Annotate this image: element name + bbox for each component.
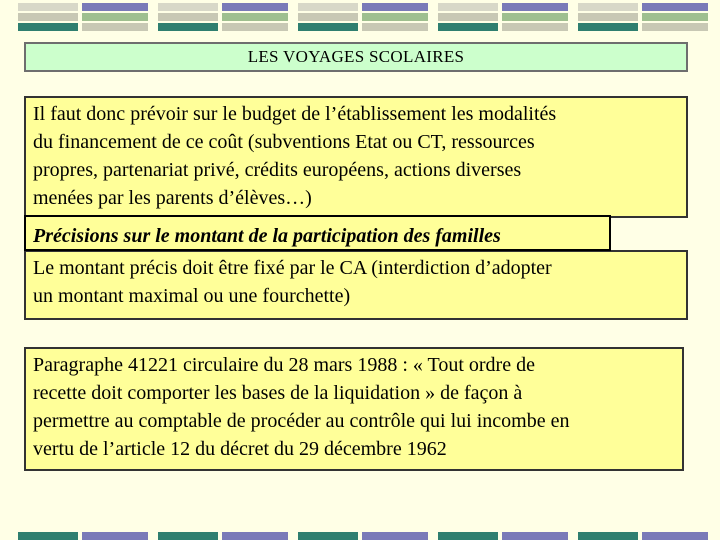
stripe-segment: [298, 3, 358, 31]
text-line: recette doit comporter les bases de la liquidation » de façon à: [33, 382, 523, 404]
text-line: permettre au comptable de procéder au contrôle qui lui incombe en: [33, 410, 570, 432]
text-line: propres, partenariat privé, crédits européens, actions diverses: [33, 159, 522, 181]
stripe-segment: [18, 3, 78, 31]
stripe-segment: [222, 532, 288, 540]
circular-paragraph: [24, 347, 684, 471]
stripe-segment: [642, 532, 708, 540]
stripe-segment: [362, 3, 428, 31]
bottom-decorative-stripe: [0, 532, 720, 540]
stripe-segment: [222, 3, 288, 31]
slide-title: [24, 42, 688, 72]
stripe-segment: [502, 532, 568, 540]
stripe-segment: [158, 3, 218, 31]
section-heading-text: Précisions sur le montant de la participation des familles: [33, 225, 501, 247]
amount-paragraph: [24, 250, 688, 320]
financing-paragraph: [24, 96, 688, 218]
text-line: menées par les parents d’élèves…): [33, 187, 312, 209]
stripe-segment: [642, 3, 708, 31]
stripe-segment: [502, 3, 568, 31]
section-heading: [24, 215, 611, 251]
stripe-segment: [578, 3, 638, 31]
stripe-segment: [158, 532, 218, 540]
stripe-segment: [438, 532, 498, 540]
text-line: Il faut donc prévoir sur le budget de l’établissement les modalités: [33, 103, 557, 125]
slide-title-text: LES VOYAGES SCOLAIRES: [247, 47, 465, 66]
text-line: Paragraphe 41221 circulaire du 28 mars 1988 : « Tout ordre de: [33, 354, 535, 376]
text-line: un montant maximal ou une fourchette): [33, 285, 351, 307]
stripe-segment: [82, 532, 148, 540]
top-decorative-stripe: [0, 3, 720, 33]
stripe-segment: [438, 3, 498, 31]
stripe-segment: [298, 532, 358, 540]
stripe-segment: [82, 3, 148, 31]
text-line: du financement de ce coût (subventions Etat ou CT, ressources: [33, 131, 535, 153]
text-line: Le montant précis doit être fixé par le CA (interdiction d’adopter: [33, 257, 552, 279]
text-line: vertu de l’article 12 du décret du 29 décembre 1962: [33, 438, 447, 460]
stripe-segment: [18, 532, 78, 540]
stripe-segment: [578, 532, 638, 540]
stripe-segment: [362, 532, 428, 540]
